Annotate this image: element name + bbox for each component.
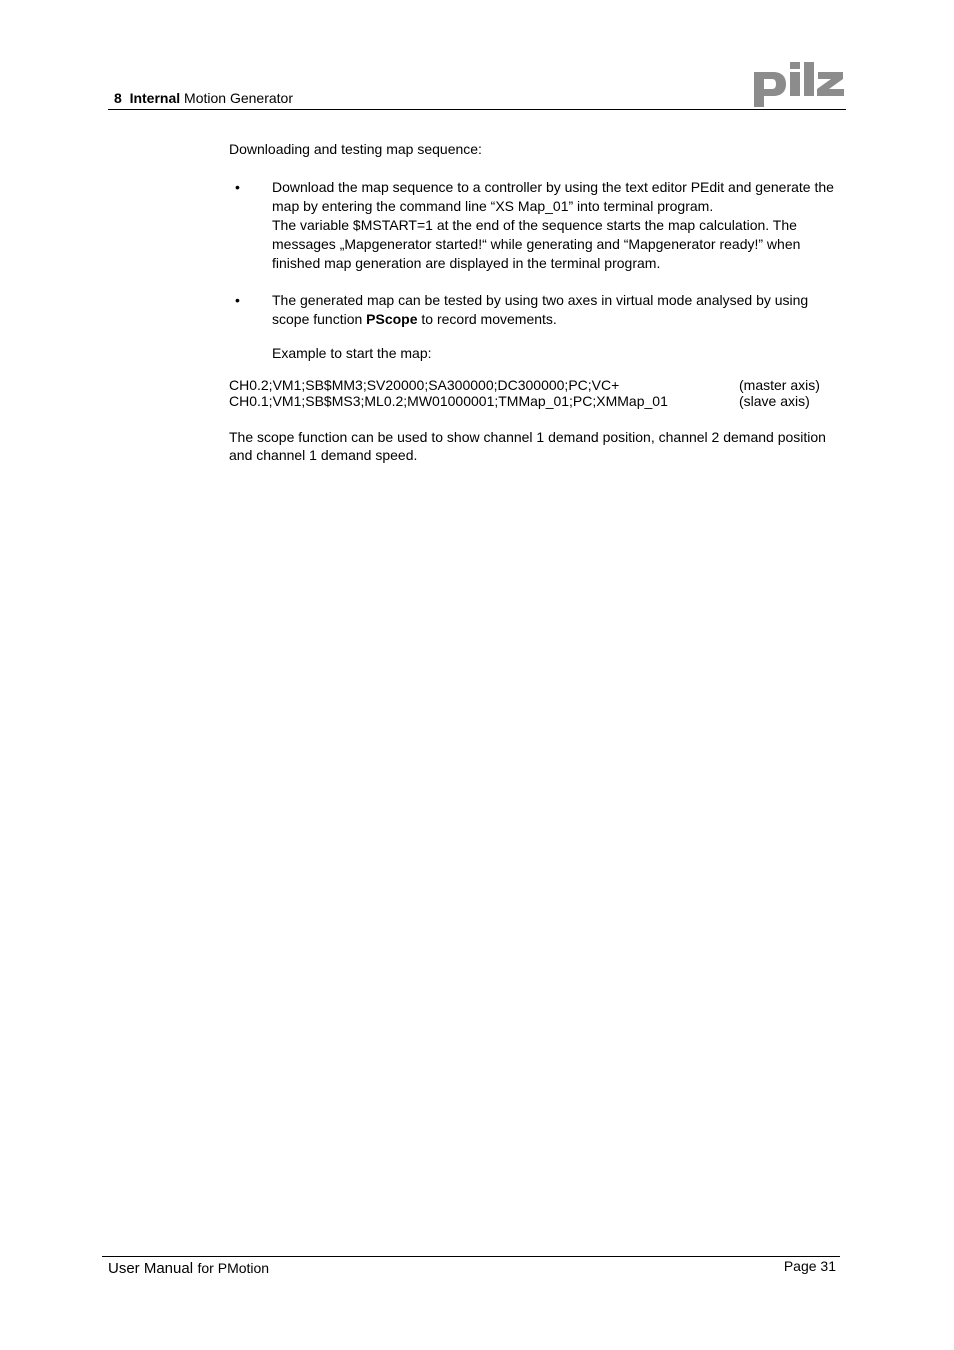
bullet-download-text: Download the map sequence to a controller by using the text editor PEdit and generate the map by entering the command line “XS Map_01” into terminal program. bbox=[272, 179, 834, 214]
command-block bbox=[229, 377, 839, 409]
bullet-testing-text-before: The generated map can be tested by using two axes in virtual mode analysed by using scope function bbox=[272, 292, 809, 327]
bullet-download-mstart-text: The variable $MSTART=1 at the end of the sequence starts the map calculation. The messages „Mapgenerator started!“ while generating and “Mapgenerator ready!” when finished map generation are displayed in the terminal program. bbox=[272, 217, 801, 271]
closing-text: The scope function can be used to show channel 1 demand position, channel 2 demand position and channel 1 demand speed. bbox=[229, 429, 826, 463]
page-number: Page 31 bbox=[783, 1258, 836, 1274]
page-content bbox=[229, 140, 839, 464]
intro-text: Downloading and testing map sequence: bbox=[229, 141, 482, 157]
page-header bbox=[108, 62, 846, 110]
manual-title-sub: for PMotion bbox=[197, 1260, 270, 1276]
bullet-item-testing bbox=[229, 291, 839, 329]
command-code: CH0.2;VM1;SB$MM3;SV20000;SA300000;DC300000;PC;VC+ bbox=[229, 377, 620, 393]
command-line-master bbox=[229, 377, 839, 393]
bullet-testing-text-after: to record movements. bbox=[417, 311, 557, 327]
bullet-item-download bbox=[229, 178, 839, 273]
chapter-title-bold: Internal bbox=[129, 90, 181, 106]
bullet-icon: • bbox=[235, 292, 240, 308]
command-role: (slave axis) bbox=[739, 393, 810, 409]
chapter-number: 8 bbox=[114, 90, 122, 106]
pilz-logo bbox=[753, 62, 845, 108]
command-line-slave bbox=[229, 393, 839, 409]
bullet-testing-text bbox=[272, 291, 839, 329]
manual-title-main: User Manual bbox=[108, 1260, 194, 1277]
command-role: (master axis) bbox=[739, 377, 820, 393]
chapter-title-rest: Motion Generator bbox=[184, 90, 293, 106]
page-footer bbox=[102, 1256, 840, 1281]
command-code: CH0.1;VM1;SB$MS3;ML0.2;MW01000001;TMMap_01;PC;XMMap_01 bbox=[229, 393, 668, 409]
chapter-title bbox=[114, 90, 293, 106]
bullet-icon: • bbox=[235, 179, 240, 195]
manual-title bbox=[108, 1260, 269, 1278]
pscope-term: PScope bbox=[366, 311, 418, 327]
example-label: Example to start the map: bbox=[272, 345, 432, 361]
